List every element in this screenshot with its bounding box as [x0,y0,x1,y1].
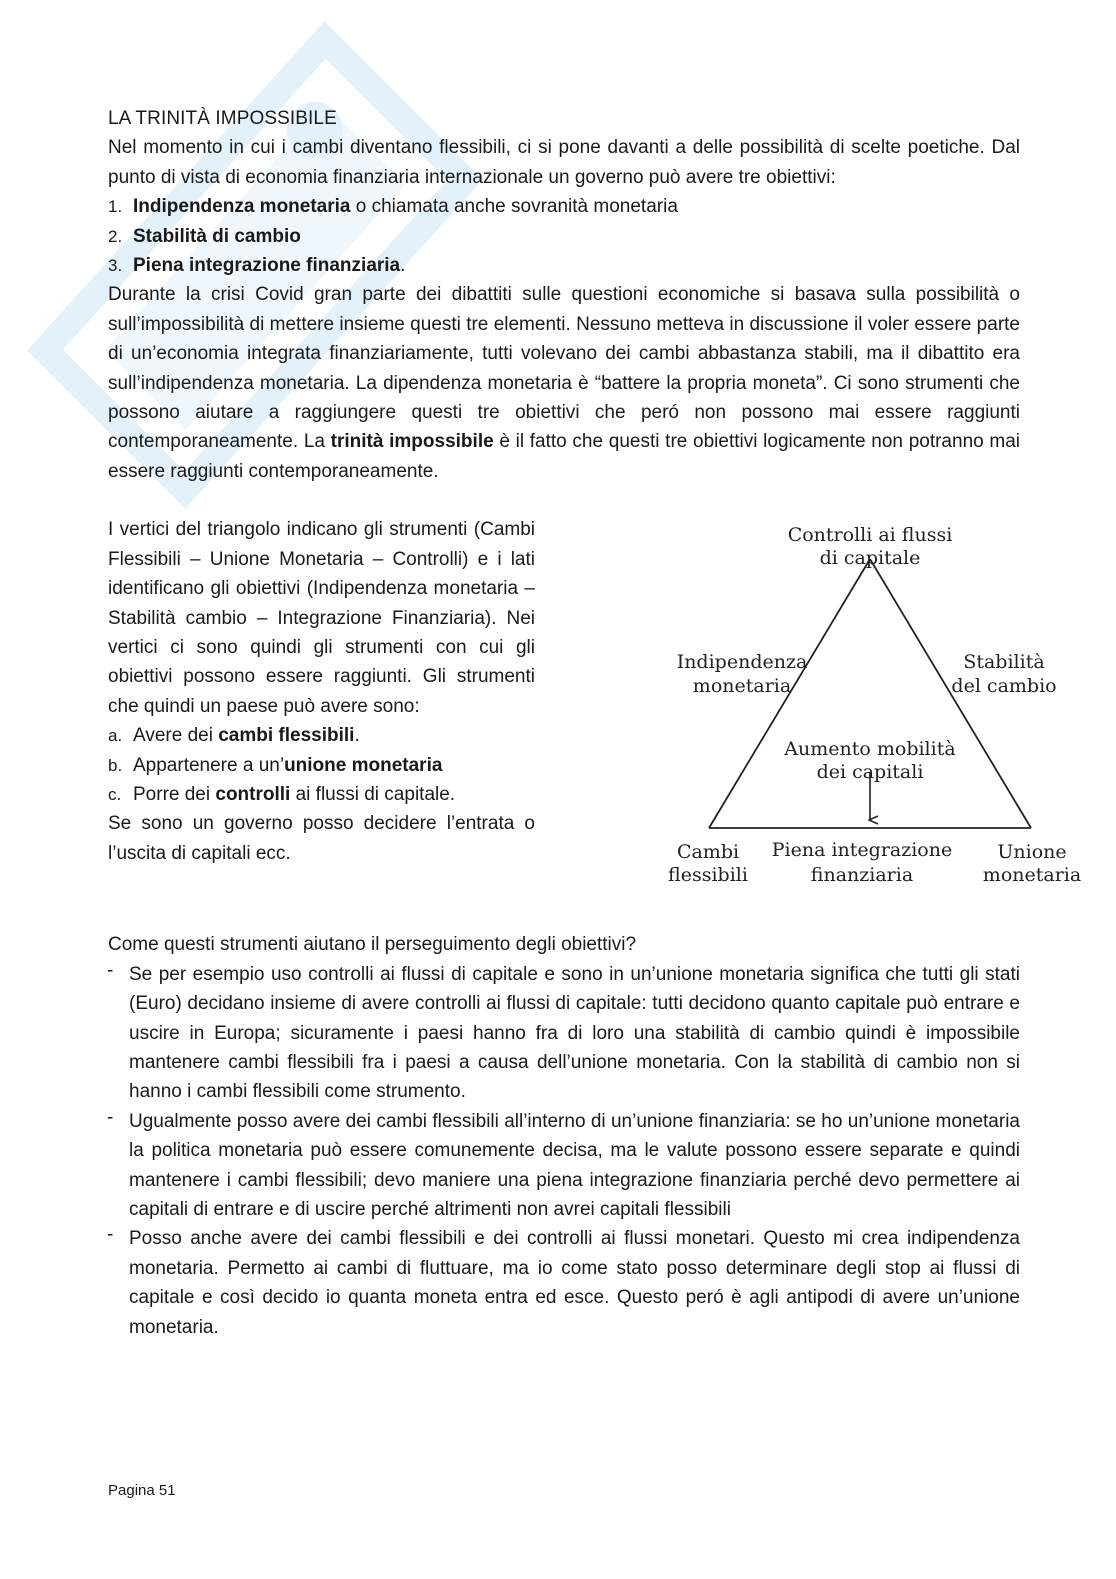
label-indipendenza-2: monetaria [692,675,792,698]
examples-list [108,960,1020,1342]
goal-item: 1. Indipendenza monetaria o chiamata anche sovranità monetaria [108,196,678,218]
label-controlli-2: di capitale [819,547,921,570]
label-indipendenza-1: Indipendenza [676,651,808,674]
label-piena-2: finanziaria [810,864,914,887]
instrument-item: b. Appartenere a un’unione monetaria [108,754,443,776]
goals-list [108,192,1020,280]
label-cambi-2: flessibili [668,864,748,887]
page-title: LA TRINITÀ IMPOSSIBILE [108,108,337,129]
covid-paragraph: Durante la crisi Covid gran parte dei dibattiti sulle questioni economiche si basava sulla possibilità o sull’impossibilità di mettere insieme questi tre elementi. Nessuno metteva in discussione il voler essere parte di un’economia integrata finanziariamente, tutti volevano dei cambi abbastanza stabili, ma il dibattito era sull’indipendenza monetaria. La dipendenza monetaria è “battere la propria moneta”. Ci sono strumenti che possono aiutare a raggiungere questi tre obiettivi che peró non possono mai essere raggiunti contemporaneamente. La trinità impossibile è il fatto che questi tre obiettivi logicamente non potranno mai essere raggiunti contemporaneamente. [108,284,1021,482]
page-number: Pagina 51 [108,1482,176,1499]
goal-item: 3. Piena integrazione finanziaria. [108,255,406,277]
label-stabilita-2: del cambio [951,675,1057,698]
label-controlli-1: Controlli ai flussi [787,524,953,547]
goal-item: 2. Stabilità di cambio [108,225,301,247]
instrument-item: c. Porre dei controlli ai flussi di capitale. [108,783,456,805]
instruments-list [108,721,535,809]
list-item: - Posso anche avere dei cambi flessibili e dei controlli ai flussi monetari. Questo mi crea indipendenza monetaria. Permetto ai cambi di fluttuare, ma io come stato posso determinare degli stop ai flussi di capitale e così decido io quanta moneta entra ed esce. Questo peró è agli antipodi di avere un’unione monetaria. [107,1224,1020,1338]
triangle-section [108,515,1082,900]
vertici-column [108,515,535,868]
impossible-trinity-diagram [552,515,1082,900]
governo-paragraph: Se sono un governo posso decidere l’entrata o l’uscita di capitali ecc. [108,813,535,864]
label-stabilita-1: Stabilità [963,651,1045,674]
list-item: - Se per esempio uso controlli ai flussi di capitale e sono in un’unione monetaria significa che tutti gli stati (Euro) decidano insieme di avere controlli ai flussi di capitale: tutti decidono quanto capitale può entrare e uscire in Europa; sicuramente i paesi hanno fra di loro una stabilità di cambio quindi è impossibile mantenere cambi flessibili fra i paesi a causa dell’unione monetaria. Con la stabilità di cambio non si hanno i cambi flessibili come strumento. [107,959,1020,1103]
label-mobilita-1: Aumento mobilità [784,738,956,761]
intro-paragraph: Nel momento in cui i cambi diventano flessibili, ci si pone davanti a delle possibilità di scelte poetiche. Dal punto di vista di economia finanziaria internazionale un governo può avere tre obiettivi: [108,137,1020,188]
vertici-paragraph: I vertici del triangolo indicano gli strumenti (Cambi Flessibili – Unione Monetaria – Controlli) e i lati identificano gli obiettivi (Indipendenza monetaria – Stabilità cambio – Integrazione Finanziaria). Nei vertici ci sono quindi gli strumenti con cui gli obiettivi possono essere raggiunti. Gli strumenti che quindi un paese può avere sono: [108,519,535,717]
label-mobilita-2: dei capitali [816,761,924,784]
list-item: - Ugualmente posso avere dei cambi flessibili all’interno di un’unione finanziaria: se ho un’unione monetaria la politica monetaria può essere comunemente decisa, ma le valute possono essere separate e quindi mantenere i cambi flessibili; devo maniere una piena integrazione finanziaria perché devo permettere ai capitali di entrare e di uscire perché altrimenti non avrei capitali flessibili [107,1106,1020,1220]
label-piena-1: Piena integrazione [771,839,953,862]
instrument-item: a. Avere dei cambi flessibili. [108,725,360,747]
label-cambi-1: Cambi [676,841,740,864]
question-paragraph: Come questi strumenti aiutano il perseguimento degli obiettivi? [108,934,637,956]
triangle-svg [552,515,1082,900]
page-content [107,104,1082,1342]
label-unione-2: monetaria [982,864,1082,887]
label-unione-1: Unione [997,841,1067,864]
